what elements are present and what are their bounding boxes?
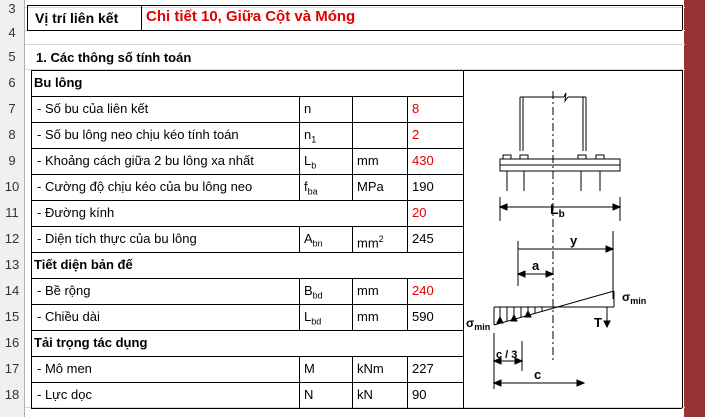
param-symbol[interactable]: n — [304, 101, 312, 116]
row-number[interactable]: 13 — [4, 257, 20, 272]
row-number[interactable]: 10 — [4, 179, 20, 194]
row-number[interactable]: 8 — [8, 127, 16, 142]
row-number[interactable]: 11 — [5, 205, 19, 220]
row-number[interactable]: 15 — [4, 309, 20, 324]
param-label[interactable]: - Số bu của liên kết — [37, 101, 149, 116]
row-number[interactable]: 12 — [4, 231, 20, 246]
param-label[interactable]: - Cường độ chịu kéo của bu lông neo — [37, 179, 253, 194]
param-unit[interactable]: kNm — [357, 361, 384, 376]
connection-diagram — [464, 71, 682, 407]
param-value[interactable]: 190 — [412, 179, 434, 194]
diagram-label-a: a — [532, 258, 540, 273]
param-symbol[interactable]: M — [304, 361, 315, 376]
param-unit[interactable]: mm — [357, 283, 379, 298]
param-value[interactable]: 8 — [412, 101, 420, 116]
section-title: 1. Các thông số tính toán — [36, 50, 192, 65]
param-value[interactable]: 227 — [412, 361, 434, 376]
diagram-label-c: c — [534, 367, 542, 382]
group-base-plate: Tiết diện bản đế — [34, 257, 133, 272]
diagram-label-t: T — [594, 315, 602, 330]
diagram-label-c3: c / 3 — [496, 349, 518, 361]
row-number[interactable]: 18 — [4, 387, 20, 402]
param-symbol[interactable]: $L_b$ — [304, 153, 317, 171]
diagram-label-y: y — [570, 233, 578, 248]
diagram-label-lb: $L_b$ — [550, 201, 565, 220]
param-value[interactable]: 240 — [412, 283, 434, 298]
row-number[interactable]: 14 — [4, 283, 20, 298]
param-value[interactable]: 20 — [412, 205, 427, 220]
param-symbol[interactable]: $A_{bn}$ — [304, 231, 323, 249]
param-unit[interactable]: MPa — [357, 179, 384, 194]
param-value[interactable]: 590 — [412, 309, 434, 324]
param-symbol[interactable]: $f_{ba}$ — [304, 179, 318, 197]
row-number[interactable]: 6 — [8, 75, 16, 90]
header-label: Vị trí liên kết — [35, 10, 119, 26]
row-number[interactable]: 5 — [8, 49, 16, 64]
row-number[interactable]: 17 — [4, 361, 20, 376]
param-symbol[interactable]: $B_{bd}$ — [304, 283, 323, 301]
param-value[interactable]: 90 — [412, 387, 427, 402]
param-unit[interactable]: $mm^2$ — [357, 234, 384, 251]
row-number[interactable]: 7 — [8, 101, 16, 116]
param-value[interactable]: 2 — [412, 127, 420, 142]
group-loads: Tải trọng tác dụng — [34, 335, 148, 350]
param-symbol[interactable]: $n_1$ — [304, 127, 317, 145]
param-label[interactable]: - Mô men — [37, 361, 92, 376]
header-value: Chi tiết 10, Giữa Cột và Móng — [146, 8, 356, 25]
param-label[interactable]: - Đường kính — [37, 205, 115, 220]
param-value[interactable]: 430 — [412, 153, 434, 168]
param-unit[interactable]: mm — [357, 153, 379, 168]
window-side-bar — [684, 0, 705, 417]
row-number[interactable]: 3 — [8, 1, 16, 16]
spreadsheet-grid[interactable] — [25, 0, 685, 417]
diagram-label-sigma-right: $\sigma_{min}$ — [622, 290, 647, 306]
group-bolts: Bu lông — [34, 75, 83, 90]
row-number[interactable]: 4 — [8, 25, 16, 40]
param-label[interactable]: - Số bu lông neo chịu kéo tính toán — [37, 127, 239, 142]
param-label[interactable]: - Khoảng cách giữa 2 bu lông xa nhất — [37, 153, 254, 168]
param-label[interactable]: - Diện tích thực của bu lông — [37, 231, 197, 246]
param-label[interactable]: - Bề rộng — [37, 283, 91, 298]
diagram-label-sigma-left: $\sigma_{min}$ — [466, 316, 491, 332]
param-symbol[interactable]: N — [304, 387, 314, 402]
param-label[interactable]: - Chiều dài — [37, 309, 100, 324]
row-number[interactable]: 16 — [4, 335, 20, 350]
param-label[interactable]: - Lực dọc — [37, 387, 92, 402]
param-unit[interactable]: mm — [357, 309, 379, 324]
param-value[interactable]: 245 — [412, 231, 434, 246]
param-unit[interactable]: kN — [357, 387, 373, 402]
row-number[interactable]: 9 — [8, 153, 16, 168]
param-symbol[interactable]: $L_{bd}$ — [304, 309, 322, 327]
